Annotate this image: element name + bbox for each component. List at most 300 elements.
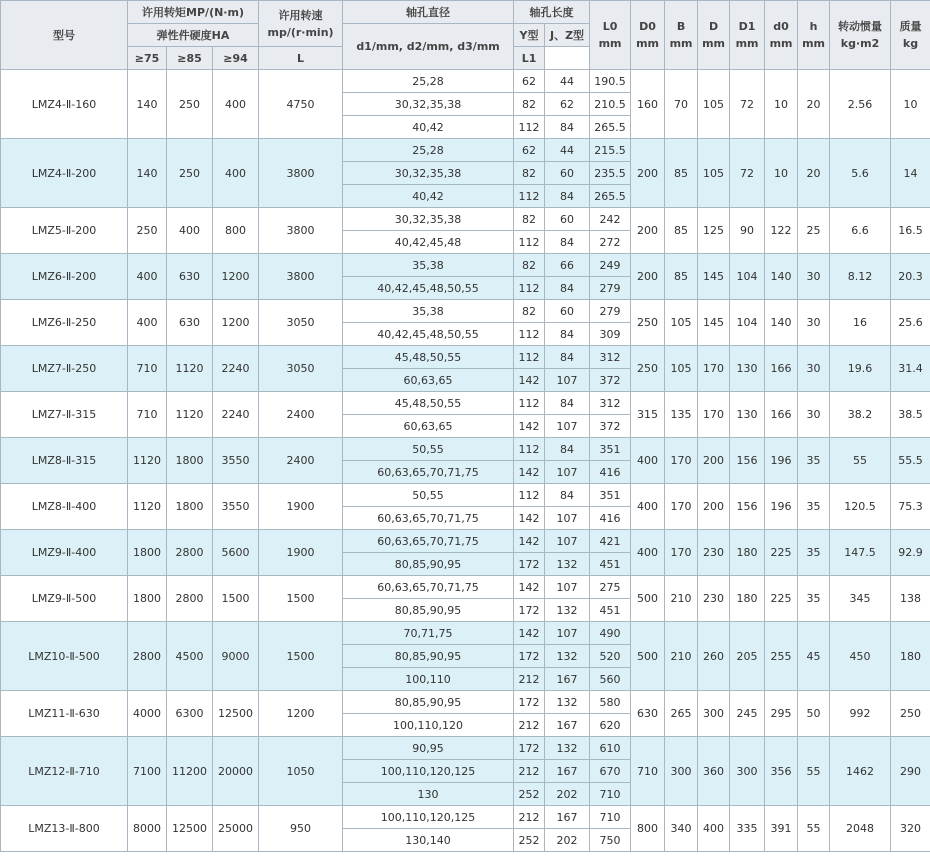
cell-l: 212	[514, 714, 545, 737]
cell-t94: 20000	[213, 737, 259, 806]
cell-inertia: 16	[830, 300, 891, 346]
cell-d1: 104	[730, 300, 765, 346]
cell-l0: 416	[590, 507, 631, 530]
cell-model: LMZ6-Ⅱ-200	[1, 254, 128, 300]
cell-t75: 710	[128, 392, 167, 438]
cell-l1: 167	[545, 668, 590, 691]
cell-b: 135	[665, 392, 698, 438]
cell-b: 105	[665, 346, 698, 392]
cell-model: LMZ4-Ⅱ-200	[1, 139, 128, 208]
cell-bore: 100,110,120	[343, 714, 514, 737]
cell-l0: 210.5	[590, 93, 631, 116]
cell-t85: 2800	[167, 530, 213, 576]
cell-h: 35	[798, 576, 830, 622]
cell-l: 172	[514, 691, 545, 714]
cell-l1: 132	[545, 553, 590, 576]
cell-bore: 35,38	[343, 300, 514, 323]
cell-l0: 560	[590, 668, 631, 691]
table-row	[1, 139, 930, 162]
cell-model: LMZ10-Ⅱ-500	[1, 622, 128, 691]
header-length: 轴孔长度	[514, 1, 590, 24]
cell-l1: 84	[545, 185, 590, 208]
table-row	[1, 484, 930, 507]
cell-mass: 31.4	[891, 346, 930, 392]
cell-bore: 90,95	[343, 737, 514, 760]
cell-speed: 1900	[259, 484, 343, 530]
cell-l1: 84	[545, 116, 590, 139]
cell-l0: 351	[590, 438, 631, 461]
cell-l0: 312	[590, 346, 631, 369]
cell-model: LMZ8-Ⅱ-315	[1, 438, 128, 484]
cell-l: 142	[514, 507, 545, 530]
table-row	[1, 208, 930, 231]
cell-bore: 40,42	[343, 185, 514, 208]
table-row	[1, 300, 930, 323]
cell-mass: 25.6	[891, 300, 930, 346]
cell-h: 45	[798, 622, 830, 691]
cell-d0: 250	[631, 346, 665, 392]
cell-l: 142	[514, 530, 545, 553]
cell-t85: 1800	[167, 438, 213, 484]
cell-d0: 500	[631, 622, 665, 691]
cell-mass: 138	[891, 576, 930, 622]
header-mass: 质量 kg	[891, 1, 930, 70]
cell-d0: 391	[765, 806, 798, 852]
cell-bore: 70,71,75	[343, 622, 514, 645]
cell-l0: 265.5	[590, 116, 631, 139]
table-row	[1, 622, 930, 645]
cell-inertia: 120.5	[830, 484, 891, 530]
cell-t75: 400	[128, 254, 167, 300]
cell-t75: 8000	[128, 806, 167, 852]
cell-model: LMZ5-Ⅱ-200	[1, 208, 128, 254]
cell-model: LMZ7-Ⅱ-315	[1, 392, 128, 438]
cell-t94: 3550	[213, 484, 259, 530]
cell-d1: 104	[730, 254, 765, 300]
cell-d0: 122	[765, 208, 798, 254]
cell-speed: 950	[259, 806, 343, 852]
cell-l0: 610	[590, 737, 631, 760]
cell-bore: 80,85,90,95	[343, 599, 514, 622]
cell-b: 170	[665, 484, 698, 530]
header-l1: L1	[514, 47, 545, 70]
cell-d1: 300	[730, 737, 765, 806]
cell-model: LMZ13-Ⅱ-800	[1, 806, 128, 852]
cell-d: 400	[698, 806, 730, 852]
cell-d0: 10	[765, 70, 798, 139]
cell-d: 300	[698, 691, 730, 737]
cell-l: 62	[514, 70, 545, 93]
cell-l0: 710	[590, 806, 631, 829]
cell-inertia: 1462	[830, 737, 891, 806]
cell-speed: 3050	[259, 300, 343, 346]
cell-mass: 14	[891, 139, 930, 208]
cell-l: 112	[514, 277, 545, 300]
cell-t94: 12500	[213, 691, 259, 737]
cell-l: 172	[514, 645, 545, 668]
cell-d0: 225	[765, 576, 798, 622]
cell-t75: 140	[128, 139, 167, 208]
table-row	[1, 737, 930, 760]
cell-bore: 100,110	[343, 668, 514, 691]
header-bore: 轴孔直径	[343, 1, 514, 24]
cell-l: 212	[514, 760, 545, 783]
cell-t94: 3550	[213, 438, 259, 484]
cell-l1: 107	[545, 369, 590, 392]
cell-t75: 1120	[128, 438, 167, 484]
cell-l: 172	[514, 553, 545, 576]
header-jz-type: J、Z型	[545, 24, 590, 47]
cell-h: 30	[798, 300, 830, 346]
header-inertia: 转动惯量 kg·m2	[830, 1, 891, 70]
table-row	[1, 530, 930, 553]
cell-d0: 800	[631, 806, 665, 852]
cell-mass: 290	[891, 737, 930, 806]
cell-bore: 100,110,120,125	[343, 760, 514, 783]
cell-h: 35	[798, 530, 830, 576]
cell-d1: 130	[730, 392, 765, 438]
cell-l: 112	[514, 346, 545, 369]
cell-l0: 351	[590, 484, 631, 507]
cell-bore: 130,140	[343, 829, 514, 852]
cell-d: 145	[698, 300, 730, 346]
cell-h: 20	[798, 70, 830, 139]
cell-l1: 202	[545, 829, 590, 852]
cell-d: 125	[698, 208, 730, 254]
cell-bore: 25,28	[343, 70, 514, 93]
cell-l: 62	[514, 139, 545, 162]
cell-mass: 92.9	[891, 530, 930, 576]
cell-d0: 200	[631, 208, 665, 254]
cell-mass: 16.5	[891, 208, 930, 254]
cell-d1: 180	[730, 576, 765, 622]
cell-l1: 84	[545, 323, 590, 346]
cell-l0: 620	[590, 714, 631, 737]
cell-d0: 400	[631, 530, 665, 576]
cell-t85: 250	[167, 139, 213, 208]
table-row	[1, 346, 930, 369]
table-row	[1, 691, 930, 714]
cell-d1: 130	[730, 346, 765, 392]
cell-mass: 320	[891, 806, 930, 852]
cell-bore: 60,63,65,70,71,75	[343, 461, 514, 484]
header-h75: ≥75	[128, 47, 167, 70]
cell-l: 142	[514, 461, 545, 484]
cell-l1: 84	[545, 438, 590, 461]
cell-l1: 107	[545, 461, 590, 484]
cell-speed: 1500	[259, 622, 343, 691]
cell-l1: 167	[545, 806, 590, 829]
header-speed: 许用转速mp/(r·min)	[259, 1, 343, 47]
cell-l: 142	[514, 622, 545, 645]
cell-d1: 156	[730, 484, 765, 530]
cell-mass: 20.3	[891, 254, 930, 300]
cell-mass: 38.5	[891, 392, 930, 438]
cell-bore: 40,42,45,48,50,55	[343, 277, 514, 300]
cell-bore: 35,38	[343, 254, 514, 277]
cell-bore: 130	[343, 783, 514, 806]
cell-t75: 2800	[128, 622, 167, 691]
cell-d0: 315	[631, 392, 665, 438]
cell-h: 30	[798, 346, 830, 392]
cell-l0: 580	[590, 691, 631, 714]
cell-d: 105	[698, 70, 730, 139]
cell-l0: 279	[590, 300, 631, 323]
cell-speed: 3800	[259, 254, 343, 300]
table-row	[1, 576, 930, 599]
cell-bore: 50,55	[343, 484, 514, 507]
cell-l: 112	[514, 323, 545, 346]
cell-inertia: 345	[830, 576, 891, 622]
cell-b: 85	[665, 139, 698, 208]
table-row	[1, 438, 930, 461]
cell-mass: 10	[891, 70, 930, 139]
cell-h: 55	[798, 737, 830, 806]
cell-l0: 312	[590, 392, 631, 415]
cell-d0: 140	[765, 254, 798, 300]
cell-t94: 5600	[213, 530, 259, 576]
cell-b: 170	[665, 438, 698, 484]
cell-l1: 107	[545, 622, 590, 645]
cell-l1: 107	[545, 576, 590, 599]
cell-b: 265	[665, 691, 698, 737]
cell-b: 300	[665, 737, 698, 806]
cell-b: 105	[665, 300, 698, 346]
cell-speed: 1200	[259, 691, 343, 737]
cell-t85: 12500	[167, 806, 213, 852]
cell-l: 212	[514, 806, 545, 829]
cell-l1: 167	[545, 760, 590, 783]
cell-d: 360	[698, 737, 730, 806]
cell-t85: 1120	[167, 346, 213, 392]
cell-bore: 30,32,35,38	[343, 208, 514, 231]
cell-t75: 1120	[128, 484, 167, 530]
cell-h: 35	[798, 438, 830, 484]
cell-t85: 1120	[167, 392, 213, 438]
cell-l1: 62	[545, 93, 590, 116]
cell-l1: 60	[545, 162, 590, 185]
cell-t75: 4000	[128, 691, 167, 737]
cell-d0: 225	[765, 530, 798, 576]
cell-t75: 1800	[128, 576, 167, 622]
cell-l0: 670	[590, 760, 631, 783]
header-l0: L0 mm	[590, 1, 631, 70]
cell-speed: 3800	[259, 208, 343, 254]
cell-l: 172	[514, 599, 545, 622]
cell-speed: 1500	[259, 576, 343, 622]
header-y-type: Y型	[514, 24, 545, 47]
table-row	[1, 254, 930, 277]
cell-l0: 279	[590, 277, 631, 300]
cell-d1: 335	[730, 806, 765, 852]
cell-l0: 215.5	[590, 139, 631, 162]
cell-d0: 356	[765, 737, 798, 806]
cell-t85: 1800	[167, 484, 213, 530]
cell-d1: 180	[730, 530, 765, 576]
header-bore-sub: d1/mm, d2/mm, d3/mm	[343, 24, 514, 70]
cell-l1: 107	[545, 415, 590, 438]
cell-l: 212	[514, 668, 545, 691]
cell-inertia: 6.6	[830, 208, 891, 254]
cell-l0: 451	[590, 553, 631, 576]
cell-d1: 205	[730, 622, 765, 691]
cell-l1: 44	[545, 139, 590, 162]
cell-inertia: 450	[830, 622, 891, 691]
cell-l: 82	[514, 254, 545, 277]
cell-inertia: 5.6	[830, 139, 891, 208]
cell-l0: 242	[590, 208, 631, 231]
header-d1: D1 mm	[730, 1, 765, 70]
cell-d0: 160	[631, 70, 665, 139]
cell-speed: 3800	[259, 139, 343, 208]
cell-l0: 750	[590, 829, 631, 852]
cell-bore: 80,85,90,95	[343, 645, 514, 668]
cell-l: 142	[514, 369, 545, 392]
cell-h: 30	[798, 254, 830, 300]
cell-bore: 60,63,65,70,71,75	[343, 576, 514, 599]
cell-l0: 372	[590, 369, 631, 392]
cell-d0: 200	[631, 139, 665, 208]
cell-d0: 400	[631, 438, 665, 484]
cell-d0: 710	[631, 737, 665, 806]
cell-l1: 132	[545, 645, 590, 668]
cell-b: 210	[665, 622, 698, 691]
cell-d: 260	[698, 622, 730, 691]
cell-t75: 250	[128, 208, 167, 254]
header-model: 型号	[1, 1, 128, 70]
cell-bore: 25,28	[343, 139, 514, 162]
cell-d: 170	[698, 392, 730, 438]
cell-bore: 30,32,35,38	[343, 93, 514, 116]
cell-h: 55	[798, 806, 830, 852]
cell-l0: 710	[590, 783, 631, 806]
cell-mass: 180	[891, 622, 930, 691]
cell-inertia: 19.6	[830, 346, 891, 392]
cell-model: LMZ9-Ⅱ-500	[1, 576, 128, 622]
header-h: h mm	[798, 1, 830, 70]
cell-bore: 60,63,65	[343, 415, 514, 438]
cell-d1: 156	[730, 438, 765, 484]
cell-l: 112	[514, 231, 545, 254]
header-b: B mm	[665, 1, 698, 70]
table-row	[1, 806, 930, 829]
cell-l0: 490	[590, 622, 631, 645]
header-torque: 许用转矩MP/(N·m)	[128, 1, 259, 24]
cell-bore: 45,48,50,55	[343, 346, 514, 369]
cell-bore: 45,48,50,55	[343, 392, 514, 415]
cell-t75: 710	[128, 346, 167, 392]
cell-l0: 520	[590, 645, 631, 668]
cell-l0: 416	[590, 461, 631, 484]
cell-t94: 1200	[213, 300, 259, 346]
cell-t94: 2240	[213, 392, 259, 438]
cell-d0: 140	[765, 300, 798, 346]
cell-l0: 421	[590, 530, 631, 553]
cell-l1: 202	[545, 783, 590, 806]
cell-d0: 295	[765, 691, 798, 737]
cell-d: 105	[698, 139, 730, 208]
cell-mass: 75.3	[891, 484, 930, 530]
cell-t85: 400	[167, 208, 213, 254]
cell-l: 82	[514, 208, 545, 231]
cell-t85: 630	[167, 254, 213, 300]
cell-l1: 107	[545, 530, 590, 553]
cell-h: 20	[798, 139, 830, 208]
cell-t94: 400	[213, 70, 259, 139]
cell-h: 25	[798, 208, 830, 254]
cell-d: 230	[698, 576, 730, 622]
cell-h: 50	[798, 691, 830, 737]
cell-l: 82	[514, 93, 545, 116]
cell-l1: 84	[545, 346, 590, 369]
cell-t85: 630	[167, 300, 213, 346]
cell-t75: 140	[128, 70, 167, 139]
cell-speed: 2400	[259, 438, 343, 484]
cell-bore: 80,85,90,95	[343, 691, 514, 714]
cell-l: 142	[514, 576, 545, 599]
cell-l: 172	[514, 737, 545, 760]
cell-h: 30	[798, 392, 830, 438]
cell-l: 142	[514, 415, 545, 438]
cell-bore: 40,42,45,48	[343, 231, 514, 254]
cell-speed: 4750	[259, 70, 343, 139]
table-row	[1, 392, 930, 415]
cell-speed: 3050	[259, 346, 343, 392]
header-d0-small: d0 mm	[765, 1, 798, 70]
cell-l: 112	[514, 116, 545, 139]
cell-t94: 800	[213, 208, 259, 254]
cell-l: 112	[514, 438, 545, 461]
header-h85: ≥85	[167, 47, 213, 70]
cell-d0: 166	[765, 346, 798, 392]
cell-t75: 1800	[128, 530, 167, 576]
cell-b: 210	[665, 576, 698, 622]
cell-l0: 190.5	[590, 70, 631, 93]
cell-b: 170	[665, 530, 698, 576]
cell-t75: 400	[128, 300, 167, 346]
cell-l1: 132	[545, 737, 590, 760]
cell-inertia: 38.2	[830, 392, 891, 438]
cell-inertia: 8.12	[830, 254, 891, 300]
cell-b: 340	[665, 806, 698, 852]
cell-d0: 250	[631, 300, 665, 346]
cell-l1: 60	[545, 208, 590, 231]
cell-d1: 90	[730, 208, 765, 254]
cell-model: LMZ12-Ⅱ-710	[1, 737, 128, 806]
cell-l0: 235.5	[590, 162, 631, 185]
header-h94: ≥94	[213, 47, 259, 70]
cell-speed: 1050	[259, 737, 343, 806]
cell-model: LMZ7-Ⅱ-250	[1, 346, 128, 392]
cell-t85: 250	[167, 70, 213, 139]
cell-d0: 196	[765, 438, 798, 484]
cell-t85: 2800	[167, 576, 213, 622]
cell-d0: 10	[765, 139, 798, 208]
cell-l: 82	[514, 162, 545, 185]
cell-b: 85	[665, 254, 698, 300]
cell-l1: 84	[545, 277, 590, 300]
cell-d0: 255	[765, 622, 798, 691]
cell-t94: 9000	[213, 622, 259, 691]
cell-t75: 7100	[128, 737, 167, 806]
header-d0: D0 mm	[631, 1, 665, 70]
cell-t94: 400	[213, 139, 259, 208]
cell-bore: 40,42,45,48,50,55	[343, 323, 514, 346]
cell-model: LMZ9-Ⅱ-400	[1, 530, 128, 576]
cell-t94: 2240	[213, 346, 259, 392]
cell-l0: 265.5	[590, 185, 631, 208]
cell-bore: 100,110,120,125	[343, 806, 514, 829]
